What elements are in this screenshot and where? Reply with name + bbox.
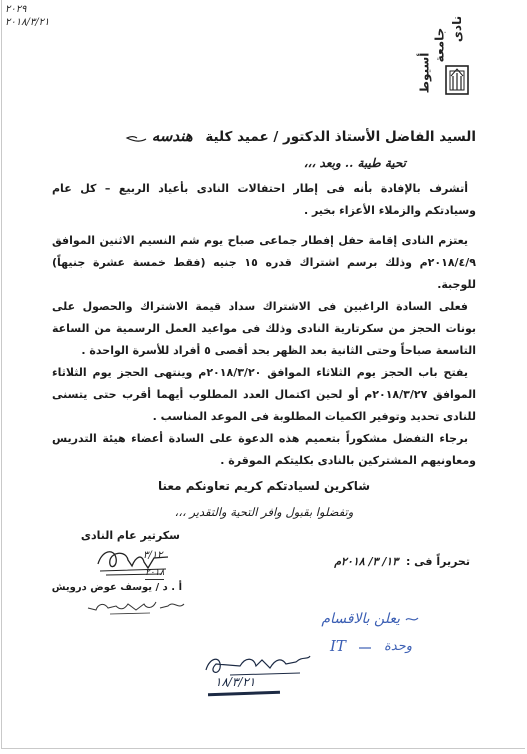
paragraph-event: يعتزم النادى إقامة حفل إفطار جماعى صباح يوم شم النسيم الاثنين الموافق ٢٠١٨/٤/٩م وذلك برسم اشتراك قدره ١٥ جنيه (فقط خمسة عشرة جنيهاً) للوجبة. bbox=[52, 234, 476, 291]
paragraph-request: برجاء التفضل مشكوراً بتعميم هذه الدعوة على السادة أعضاء هيئة التدريس ومعاونيهم المشتركين بالنادى بكليتكم الموقرة . bbox=[52, 432, 476, 467]
handwriting-flourish bbox=[125, 130, 147, 144]
closing-line: وتفضلوا بقبول وافر التحية والتقدير ،،، bbox=[174, 505, 354, 519]
club-logo bbox=[404, 6, 476, 100]
greeting: تحية طيبة .. وبعد ،،، bbox=[303, 156, 406, 170]
salutation-line bbox=[52, 124, 476, 148]
logo-text-university: جامعة bbox=[432, 27, 447, 63]
scan-border-left bbox=[1, 0, 2, 749]
signatory-title: سكرتير عام النادى bbox=[80, 529, 180, 542]
handwritten-remark-scribble bbox=[80, 596, 190, 616]
handwritten-unit-label: وحدة bbox=[384, 639, 412, 654]
incoming-number: ٢٠٢٩ bbox=[5, 4, 27, 15]
handwritten-review-date: ١٨/٣/٢١ bbox=[215, 675, 256, 689]
tilde-mark-icon bbox=[404, 614, 420, 624]
thanks-line: شاكرين لسيادتكم كريم تعاونكم معنا bbox=[157, 479, 371, 493]
signature-date-day-month: ٣/١٢ bbox=[143, 550, 163, 561]
university-tower-icon bbox=[444, 64, 470, 96]
dash-mark-icon bbox=[358, 646, 372, 650]
faculty-name-handwritten: هندسه bbox=[151, 127, 193, 145]
paragraph-intro: أتشرف بالإفادة بأنه فى إطار احتفالات النادى بأعياد الربيع – كل عام وسيادتكم والزملاء الأعزاء بخير . bbox=[52, 182, 476, 217]
issue-date-value: ١٣/ ٣/ ٢٠١٨م bbox=[334, 555, 399, 568]
scan-border-bottom bbox=[1, 748, 525, 749]
letter-body bbox=[52, 124, 476, 702]
signature-area bbox=[52, 526, 476, 702]
paragraph-booking-period: يفتح باب الحجز يوم الثلاثاء الموافق ٢٠١٨/٣/٢٠م وينتهى الحجز يوم الثلاثاء الموافق ٢٠١٨/٣/٢٧م أو لحين اكتمال العدد المطلوب أيهما أقرب حتى يتسنى للنادى تحديد وتوفير الكميات المطلوبة فى الموعد المناسب . bbox=[52, 366, 476, 423]
logo-text-assiut: أسيوط bbox=[417, 52, 432, 94]
issue-date-label: تحريراً فى : bbox=[405, 555, 470, 568]
logo-text-club: نادى bbox=[450, 15, 465, 43]
handwritten-instruction: يعلن بالاقسام bbox=[321, 611, 400, 627]
signatory-name: أ . د / يوسف عوض درويش bbox=[51, 582, 182, 593]
paragraph-payment: فعلى السادة الراغبين فى الاشتراك سداد قيمة الاشتراك والحصول على بونات الحجز من سكرتارية النادى وذلك فى مواعيد العمل الرسمية من الساعة التاسعة صباحاً وحتى الثانية بعد الظهر بحد أقصى ٥ أفراد للأسرة الواحدة . bbox=[52, 300, 476, 357]
incoming-date: ٢٠١٨/٣/٢١ bbox=[5, 17, 50, 28]
incoming-registration-note bbox=[5, 3, 49, 29]
issue-date-line bbox=[334, 554, 470, 570]
handwritten-unit-value: IT bbox=[330, 637, 346, 655]
signature-date-year: ٢٠١٨ bbox=[145, 568, 165, 578]
review-date-underline bbox=[208, 691, 280, 697]
salutation: السيد الفاضل الأستاذ الدكتور / عميد كلية bbox=[205, 129, 476, 145]
